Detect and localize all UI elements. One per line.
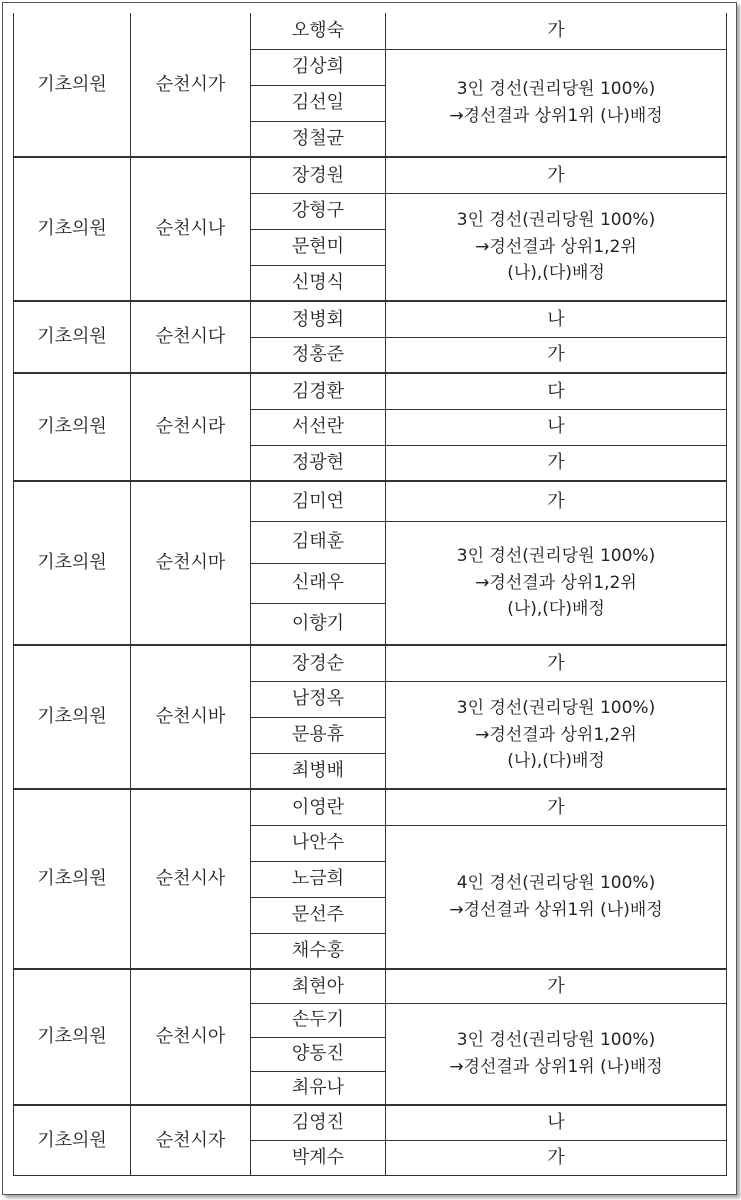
candidate-name-cell: 김태훈 xyxy=(251,521,386,563)
table-row xyxy=(14,301,727,337)
category-cell: 기초의원 xyxy=(14,789,131,969)
category-cell: 기초의원 xyxy=(14,969,131,1105)
table-row xyxy=(14,789,727,825)
table-row xyxy=(14,13,727,49)
candidate-name-cell: 장경원 xyxy=(251,157,386,193)
candidate-name-cell: 정철균 xyxy=(251,121,386,157)
candidate-name-cell: 이영란 xyxy=(251,789,386,825)
candidate-name-cell: 신명식 xyxy=(251,265,386,301)
category-cell: 기초의원 xyxy=(14,13,131,157)
candidate-name-cell: 신래우 xyxy=(251,563,386,603)
candidate-name-cell: 최병배 xyxy=(251,753,386,789)
table-row xyxy=(14,481,727,521)
candidate-name-cell: 손두기 xyxy=(251,1003,386,1037)
candidate-name-cell: 김경환 xyxy=(251,373,386,409)
district-cell: 순천시마 xyxy=(131,481,251,645)
district-cell: 순천시다 xyxy=(131,301,251,373)
assignment-cell: 가 xyxy=(386,445,727,481)
candidate-name-cell: 김상희 xyxy=(251,49,386,85)
candidate-name-cell: 문용휴 xyxy=(251,717,386,753)
district-cell: 순천시자 xyxy=(131,1105,251,1175)
district-cell: 순천시사 xyxy=(131,789,251,969)
district-cell: 순천시라 xyxy=(131,373,251,481)
assignment-cell: 나 xyxy=(386,409,727,445)
assignment-cell: 가 xyxy=(386,789,727,825)
candidate-name-cell: 강형구 xyxy=(251,193,386,229)
table-row xyxy=(14,1105,727,1140)
table-row xyxy=(14,969,727,1003)
candidate-name-cell: 장경순 xyxy=(251,645,386,681)
category-cell: 기초의원 xyxy=(14,301,131,373)
table-row xyxy=(14,157,727,193)
assignment-cell: 다 xyxy=(386,373,727,409)
assignment-cell: 가 xyxy=(386,1140,727,1175)
candidate-name-cell: 정광현 xyxy=(251,445,386,481)
candidate-name-cell: 양동진 xyxy=(251,1037,386,1071)
candidate-name-cell: 김미연 xyxy=(251,481,386,521)
primary-note-cell: 3인 경선(권리당원 100%) →경선결과 상위1,2위 (나),(다)배정 xyxy=(386,193,727,301)
primary-note-cell: 4인 경선(권리당원 100%) →경선결과 상위1위 (나)배정 xyxy=(386,825,727,969)
assignment-cell: 가 xyxy=(386,969,727,1003)
candidate-name-cell: 나안수 xyxy=(251,825,386,861)
category-cell: 기초의원 xyxy=(14,645,131,789)
assignment-cell: 나 xyxy=(386,301,727,337)
category-cell: 기초의원 xyxy=(14,481,131,645)
candidate-name-cell: 박계수 xyxy=(251,1140,386,1175)
district-cell: 순천시가 xyxy=(131,13,251,157)
candidate-name-cell: 문현미 xyxy=(251,229,386,265)
primary-note-cell: 3인 경선(권리당원 100%) →경선결과 상위1,2위 (나),(다)배정 xyxy=(386,681,727,789)
candidate-name-cell: 이향기 xyxy=(251,603,386,645)
candidate-name-cell: 최유나 xyxy=(251,1071,386,1105)
candidate-name-cell: 채수홍 xyxy=(251,933,386,969)
candidate-name-cell: 최현아 xyxy=(251,969,386,1003)
candidate-name-cell: 정병회 xyxy=(251,301,386,337)
table-row xyxy=(14,645,727,681)
assignment-cell: 나 xyxy=(386,1105,727,1140)
primary-note-cell: 3인 경선(권리당원 100%) →경선결과 상위1,2위 (나),(다)배정 xyxy=(386,521,727,645)
candidate-name-cell: 서선란 xyxy=(251,409,386,445)
category-cell: 기초의원 xyxy=(14,157,131,301)
district-cell: 순천시아 xyxy=(131,969,251,1105)
category-cell: 기초의원 xyxy=(14,1105,131,1175)
district-cell: 순천시바 xyxy=(131,645,251,789)
district-cell: 순천시나 xyxy=(131,157,251,301)
primary-note-cell: 3인 경선(권리당원 100%) →경선결과 상위1위 (나)배정 xyxy=(386,49,727,157)
assignment-cell: 가 xyxy=(386,337,727,373)
assignment-cell: 가 xyxy=(386,481,727,521)
category-cell: 기초의원 xyxy=(14,373,131,481)
table-row xyxy=(14,373,727,409)
candidate-name-cell: 정홍준 xyxy=(251,337,386,373)
candidate-name-cell: 오행숙 xyxy=(251,13,386,49)
candidate-name-cell: 김영진 xyxy=(251,1105,386,1140)
assignment-cell: 가 xyxy=(386,13,727,49)
assignment-cell: 가 xyxy=(386,645,727,681)
candidate-name-cell: 문선주 xyxy=(251,897,386,933)
candidate-name-cell: 남정옥 xyxy=(251,681,386,717)
candidate-name-cell: 노금희 xyxy=(251,861,386,897)
assignment-cell: 가 xyxy=(386,157,727,193)
candidate-table xyxy=(13,13,727,1176)
candidate-name-cell: 김선일 xyxy=(251,85,386,121)
primary-note-cell: 3인 경선(권리당원 100%) →경선결과 상위1위 (나)배정 xyxy=(386,1003,727,1105)
document-frame xyxy=(2,2,737,1195)
